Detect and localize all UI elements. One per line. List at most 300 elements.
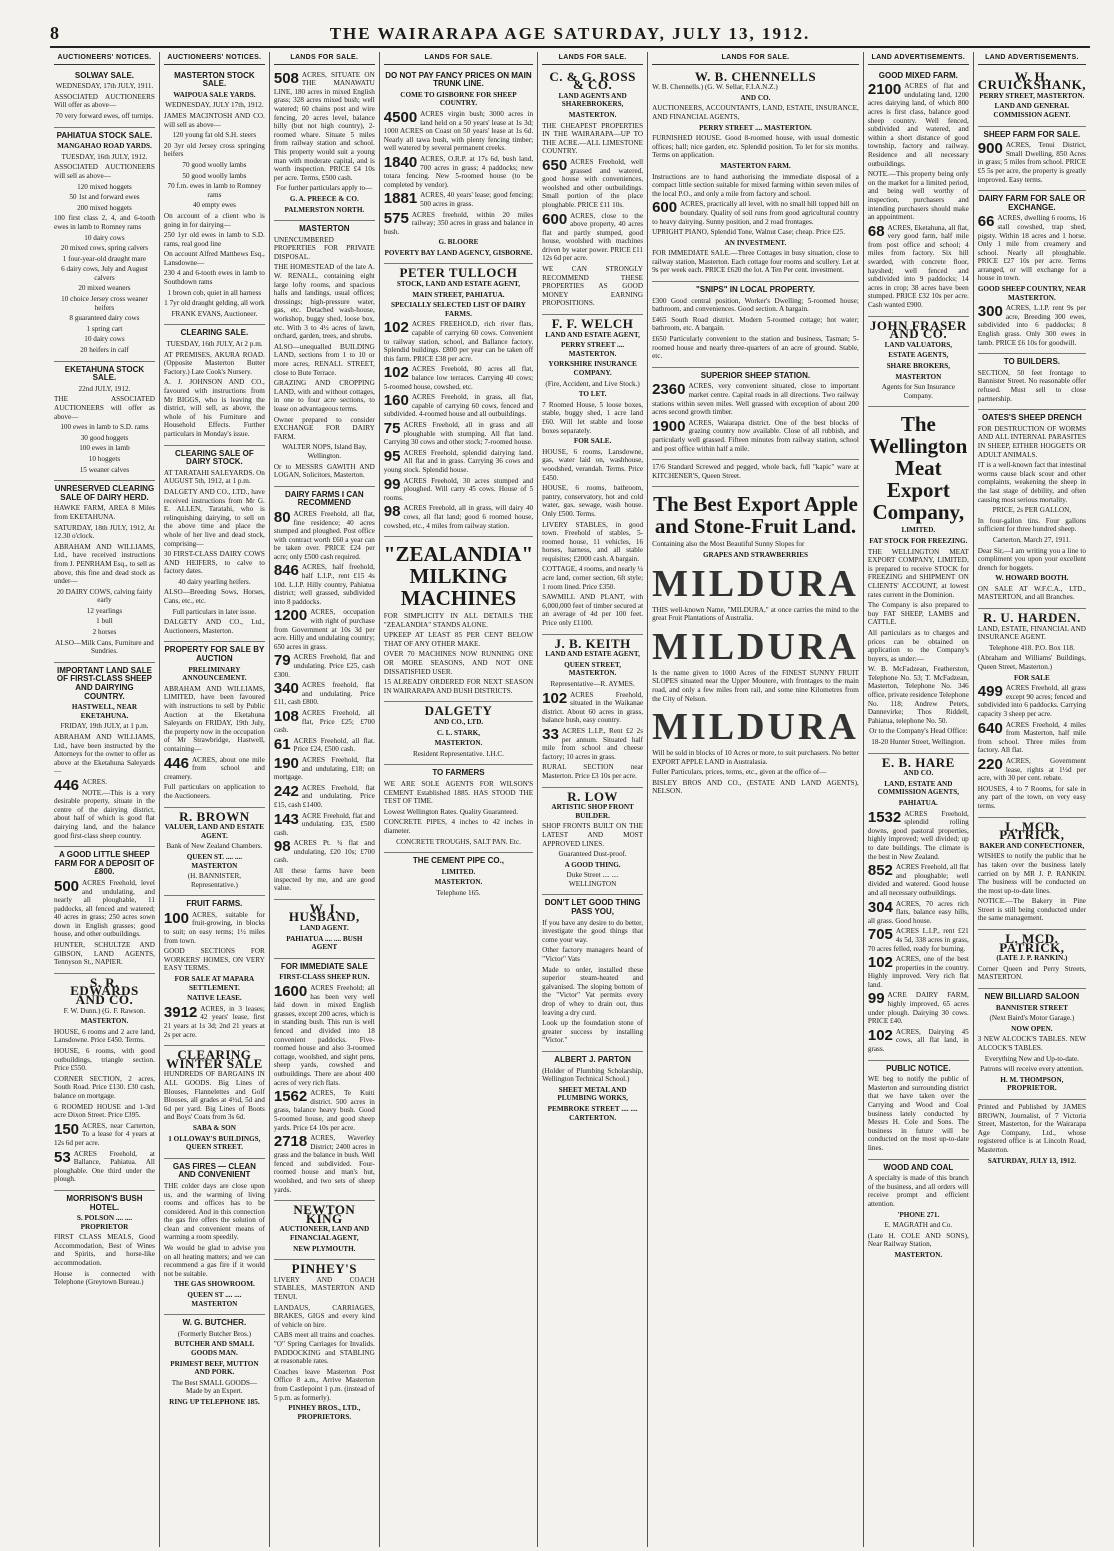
ad-line: FRIDAY, 19th JULY, at 1 p.m.: [60, 722, 149, 731]
ad-heading: EKETAHUNA STOCK SALE.: [64, 364, 145, 383]
ad-heading: "ZEALANDIA" MILKING MACHINES: [383, 542, 534, 611]
ad-line: HOUSE, 6 rooms, bathroom, pantry, conservatory, hot and cold water, gas, sewage, wash house. Only £500. Terms.: [542, 484, 644, 518]
ad-line: PERRY STREET, MASTERTON.: [979, 91, 1085, 100]
ad-line: FRANK EVANS, Auctioneer.: [171, 309, 258, 318]
ad-line: FIRST-CLASS SHEEP RUN.: [279, 973, 370, 982]
ad-line: 3 NEW ALCOCK'S TABLES. NEW ALCOCK'S TABLES.: [977, 1035, 1086, 1052]
ad-heading: PAHIATUA STOCK SALE.: [56, 130, 153, 140]
ad-line: SAWMILL AND PLANT, with 6,000,000 feet of timber secured at an average of 4d per 100 feet. Price only £1100.: [542, 593, 644, 628]
ad-heading: ALBERT J. PARTON: [554, 1054, 631, 1064]
ad-heading: FOR IMMEDIATE SALE: [280, 961, 368, 971]
acreage-figure: 499: [977, 683, 1003, 701]
ad-heading: The Wellington Meat Export Company,: [869, 412, 968, 525]
acreage-figure: 650: [542, 156, 568, 174]
ad-line: For further particulars apply to—: [276, 184, 373, 193]
ad-line: PERRY STREET .... MASTERTON.: [560, 341, 625, 358]
advertisement: [978, 410, 1086, 609]
ad-line: GRAZING AND CROPPING LAND, with and without cottages, in one to four acre sections, to lease on advantageous terms.: [273, 379, 375, 413]
ad-line: 1840 ACRES, O.R.P. at 17s 6d, bush land, 700 acres in grass; 4 paddocks; new totara fencing. New 5-roomed house (to be completed by vendor).: [383, 153, 534, 189]
advertisement: [164, 642, 265, 807]
ad-line: UNENCUMBERED PROPERTIES FOR PRIVATE DISPOSAL.: [273, 235, 375, 261]
acreage-figure: 852: [867, 862, 893, 880]
ad-line: 200 mixed hoggets: [77, 203, 132, 212]
ad-line: 1 7yr old draught gelding, all work: [164, 299, 265, 308]
ad-line: PINHEY BROS., LTD., PROPRIETORS.: [288, 1404, 361, 1421]
ad-line: Telephone 165.: [436, 888, 481, 897]
ad-heading: W. B. CHENNELLS: [694, 68, 817, 84]
ad-line: 499 ACRES Freehold, all grass except 90 acres; fenced and subdivided into 6 paddocks. Carrying capacity 3 sheep per acre.: [977, 683, 1086, 718]
ad-line: 102 ACRES, Dairying 45 cows, all flat land, in grass.: [867, 1026, 969, 1054]
ad-line: LAND VALUATORS,: [884, 340, 952, 349]
acreage-figure: 1562: [273, 1088, 308, 1106]
ad-line: SPECIALLY SELECTED LIST OF DAIRY FARMS.: [390, 301, 526, 318]
advertisement: [54, 663, 155, 847]
ad-line: 30 FIRST-CLASS DAIRY COWS AND HEIFERS, to calve to factory dates.: [163, 550, 265, 576]
ad-line: Coaches leave Masterton Post Office 8 a.m., Arrive Masterton from Castlepoint 1 p.m. (instead of 5 p.m. as formerly).: [273, 1367, 375, 1402]
ad-line: Full particulars on application to the Auctioneers.: [163, 783, 265, 800]
ad-line: All particulars as to charges and prices can be obtained on application to the Company's buyers, as under:—: [867, 628, 969, 663]
advertisement: [652, 68, 859, 282]
ad-line: PRICE, 2s PER GALLON,: [992, 506, 1072, 515]
ad-line: 1 bull: [96, 617, 113, 626]
ad-line: 80 ACRES Freehold, all flat, fine residence; 40 acres stumped and ploughed. Post office with contract worth £60 a year can be taken over. PRICE £24 per acre; only £500 cash required.: [273, 508, 375, 561]
acreage-figure: 98: [273, 838, 291, 856]
ad-line: AUCTIONEERS, ACCOUNTANTS, LAND, ESTATE, INSURANCE, AND FINANCIAL AGENTS,: [652, 104, 859, 121]
ad-line: 100 first class 2, 4, and 6-tooth ewes in lamb to Romney rams: [54, 214, 155, 231]
advertisement: [978, 930, 1086, 989]
acreage-figure: 600: [542, 210, 568, 228]
ad-heading: DO NOT PAY FANCY PRICES ON MAIN TRUNK LINE.: [385, 70, 532, 89]
ad-line: CONCRETE TROUGHS, SALT PAN. Etc.: [396, 837, 521, 846]
ad-line: 8 guaranteed dairy cows: [69, 314, 140, 323]
ad-line: 120 mixed hoggets: [77, 182, 132, 191]
acreage-figure: 33: [542, 725, 559, 743]
ad-line: H. M. THOMPSON, PROPRIETOR.: [1000, 1075, 1064, 1093]
ad-heading: MASTERTON STOCK SALE.: [174, 70, 255, 89]
ad-line: 99 ACRES Freehold, 30 acres stumped and ploughed. Will carry 45 cows. House of 5 rooms.: [383, 475, 534, 502]
ad-line: 10 choice Jersey cross weaner heifers: [61, 295, 148, 312]
ad-line: F. W. Dunn.) (G. F. Rawson.: [63, 1006, 146, 1015]
ad-heading: "SNIPS" IN LOCAL PROPERTY.: [695, 285, 815, 295]
advertisement: [652, 460, 859, 487]
ad-heading: S. R. EDWARDS AND CO.: [70, 974, 139, 1008]
ad-line: C. L. STARK,: [436, 728, 481, 737]
ad-line: 7 Roomed House, 5 loose boxes, stable, buggy shed, 1 acre land £60. Will let stable and loose boxes separately.: [542, 400, 644, 435]
advertisement: [54, 362, 155, 482]
ad-line: Corner Queen and Perry Streets, MASTERTON.: [977, 964, 1086, 982]
ad-heading: R. U. HARDEN.: [982, 610, 1081, 626]
advertisement: [542, 68, 643, 315]
ad-line: Containing also the Most Beautiful Sunny Slopes for: [652, 540, 805, 549]
ad-line: If you have any desire to do better, investigate the good things that come your way.: [542, 918, 644, 944]
ad-line: Look up the foundation stone of greater success by installing "Victor.": [542, 1019, 644, 1045]
ad-line: 1562 ACRES, Te Kuiti district. 500 acres in grass, balance heavy bush. Good 5-roomed house, and good sheep yards. Price £4 10s per acre.: [273, 1088, 375, 1132]
ad-line: WE CAN STRONGLY RECOMMEND THESE PROPERTIES AS GOOD MONEY EARNING PROPOSITIONS.: [542, 265, 644, 308]
ad-line: 900 ACRES, Tenui District, Small Dwelling, 850 Acres in grass; 5 miles from school. PRICE £5 5s per acre, the property is greatly improved. Easy terms.: [977, 140, 1086, 184]
acreage-figure: 2718: [273, 1133, 308, 1151]
ad-line: Other factory managers heard of "Victor" Vats: [542, 946, 644, 964]
ad-line: RING UP TELEPHONE 185.: [169, 1397, 260, 1406]
ad-line: 17/6 Standard Screwed and pegged, whole back, full "kapic" ware at KITCHENER'S, Queen Street.: [652, 463, 859, 480]
advertisement: [274, 221, 375, 487]
ad-line: Bank of New Zealand Chambers.: [166, 842, 263, 851]
masthead: [50, 22, 1090, 48]
ad-line: GOOD SECTIONS FOR WORKERS' HOMES, ON VERY EASY TERMS.: [163, 947, 265, 973]
ad-line: RURAL SECTION near Masterton. Price £3 10s per acre.: [542, 763, 644, 780]
ad-line: ESTATE AGENTS,: [888, 351, 949, 360]
ad-line: MASTERTON FARM.: [720, 161, 791, 170]
advertisement: [542, 635, 643, 788]
acreage-figure: 102: [383, 319, 409, 337]
ad-heading: JOHN FRASER AND CO.: [869, 317, 967, 342]
ad-line: Full particulars in later issue.: [172, 607, 257, 616]
ad-line: 304 ACRES, 70 acres rich flats, balance easy hills, all grass. Good house.: [867, 898, 969, 925]
acreage-figure: 2360: [652, 381, 686, 399]
ad-line: FURNISHED HOUSE. Good 8-roomed house, with usual domestic offices; hall; nice garden, etc. Splendid position. To let for six months. Terms on application.: [652, 134, 859, 160]
ad-line: AT TARATAHI SALEYARDS. On AUGUST 5th, 1912, at 1 p.m.: [163, 468, 265, 486]
advertisement: [868, 68, 969, 317]
ad-line: Instructions are to hand authorising the immediate disposal of a compact little section suitable for mixed farming within seven miles of the local P.O., and only a mile from factory and school.: [652, 172, 859, 198]
ad-line: THE GAS SHOWROOM.: [173, 1280, 255, 1289]
advertisement: [978, 818, 1086, 931]
ad-line: 2100 ACRES of flat and undulating land, 1200 acres dairying land, of which 800 acres is first class, balance good sheep country. Well fenced, subdivided and watered, and within a short distance of good township, factory and railway. Residence and all necessary outbuildings.: [867, 81, 969, 168]
advertisement: [54, 847, 155, 974]
ad-line: 1 spring cart: [86, 324, 123, 333]
ad-line: GOOD SHEEP COUNTRY, NEAR MASTERTON.: [977, 285, 1086, 302]
ad-line: TUESDAY, 16th JULY, 1912.: [61, 152, 148, 161]
ad-line: 100 ACRES, suitable for fruit-growing, in blocks to suit; on easy terms; 1½ miles from town.: [163, 909, 265, 945]
ad-line: AND CO.: [903, 769, 934, 778]
ad-line: 70 f.m. ewes in lamb to Romney rams: [167, 182, 262, 199]
acreage-figure: 600: [652, 199, 678, 217]
ad-line: SATURDAY, 18th JULY, 1912, At 12.30 o'clock.: [54, 523, 155, 541]
ad-line: FOR SALE AT MAPARA SETTLEMENT.: [174, 975, 255, 992]
ad-line: A specialty is made of this branch of the business, and all orders will receive prompt and efficient attention.: [867, 1174, 969, 1208]
acreage-figure: 75: [383, 419, 401, 437]
ad-line: LAND, ESTATE, FINANCIAL AND INSURANCE AGENT.: [977, 624, 1086, 642]
ad-line: WALTER NOPS, Island Bay, Wellington.: [282, 443, 367, 460]
ad-line: (Abraham and Williams' Buildings, Queen Street, Masterton.): [977, 654, 1086, 672]
ad-line: 79 ACRES Freehold, flat and undulating. Price £25, cash £300.: [273, 652, 375, 679]
ad-line: 143 ACRE Freehold, flat and undulating. £35, £500 cash.: [273, 810, 375, 837]
ad-line: 20 mixed cows, spring calvers: [60, 244, 149, 253]
advertisement: [54, 974, 155, 1191]
ad-line: PERRY STREET .... MASTERTON.: [699, 123, 812, 132]
ad-line: 53 ACRES Freehold, at Ballance, Pahiatua. All ploughable. One third under the plough.: [54, 1148, 155, 1184]
ad-line: (Fire, Accident, and Live Stock.): [545, 379, 640, 388]
column-4: [380, 52, 538, 1547]
ad-heading: PINHEY'S: [291, 1261, 358, 1277]
ad-line: On account of a client who is going in for dairying—: [163, 211, 265, 229]
acreage-figure: 66: [977, 213, 995, 231]
acreage-figure: 150: [54, 1120, 80, 1138]
ad-line: 1881 ACRES, 40 years' lease; good fencing; 500 acres in grass.: [383, 190, 534, 208]
ad-line: PALMERSTON NORTH.: [284, 205, 365, 214]
ad-line: PEMBROKE STREET .... .... CARTERTON.: [547, 1104, 638, 1122]
ad-line: BAKER AND CONFECTIONER,: [979, 841, 1085, 850]
ad-line: 66 ACRES, dwelling 6 rooms, 16 stall cowshed, trap shed, pigsty. Within 18 acres and 1 horse. Only 1 mile from creamery and school. Nearly all ploughable. PRICE £27 10s per acre. Terms arranged, or will exchange for a house in town.: [977, 213, 1086, 283]
advertisement: [542, 788, 643, 896]
ad-heading: DAIRY FARM FOR SALE OR EXCHANGE.: [978, 194, 1085, 212]
acreage-figure: 304: [867, 898, 893, 916]
ad-line: 30 good hoggets: [80, 433, 129, 442]
ad-line: 650 ACRES Freehold, well grassed and watered, good house with conveniences, woolshed and other outbuildings. Small portion of the place ploughable. PRICE £11 10s.: [542, 156, 644, 209]
acreage-figure: 143: [273, 810, 299, 828]
ad-line: The Best SMALL GOODS—Made by an Expert.: [171, 1378, 258, 1396]
ad-heading: The Best Export Apple and Stone-Fruit Land.: [653, 492, 858, 539]
ad-line: LAND AND GENERAL COMMISSION AGENT.: [993, 102, 1071, 119]
column-3: [270, 52, 380, 1547]
ad-heading: TO BUILDERS.: [1003, 357, 1061, 367]
ad-line: MASTERTON.: [894, 1250, 943, 1259]
ad-line: 15 weaner calves: [79, 465, 130, 474]
advertisement: [978, 989, 1086, 1100]
ad-heading: OATES'S SHEEP DRENCH: [981, 413, 1082, 423]
ad-line: ARTISTIC SHOP FRONT BUILDER.: [551, 803, 634, 820]
newspaper-columns: [50, 52, 1090, 1547]
ad-line: G. BLOORE: [438, 238, 479, 247]
advertisement: [384, 537, 533, 702]
acreage-figure: 500: [54, 877, 80, 895]
ad-line: THE colder days are close upon us, and the warming of living rooms and offices has to be considered. And in this connection the gas fire offers the solution of clean and convenient means of warming a room speedily.: [163, 1181, 265, 1242]
ad-line: ABRAHAM AND WILLIAMS, LIMITED, have been favoured with instructions to sell by Public Auction at the Eketahuna Saleyards on FRIDAY, 19th July, the property now in the occupation of Mr Strawbridge, Hastwell, containing—: [163, 684, 265, 753]
ad-line: MILDURA: [652, 625, 859, 668]
acreage-figure: 640: [977, 719, 1003, 737]
ad-line: ABRAHAM AND WILLIAMS, Ltd., have been instructed by the Attorneys for the owner to offer as above at the Eketahuna Saleyards—: [54, 733, 155, 776]
ad-line: 6 ROOMED HOUSE and 1-3rd acre Dixon Street. Price £395.: [54, 1102, 155, 1120]
advertisement: [54, 68, 155, 128]
ad-line: QUEEN STREET, MASTERTON.: [564, 660, 622, 678]
ad-line: IT is a well-known fact that intestinal worms cause black scour and other complaints, weakening the sheep in the last stage of debility, and often causing most serious mortality.: [977, 461, 1086, 504]
ad-line: DALGETY AND CO., Ltd., Auctioneers, Masterton.: [163, 618, 265, 635]
advertisement: [868, 317, 969, 408]
acreage-figure: 61: [273, 735, 291, 753]
ad-line: 15 ALREADY ORDERED FOR NEXT SEASON IN WAIRARAPA AND BUSH DISTRICTS.: [383, 678, 534, 695]
advertisement: [868, 407, 969, 753]
ad-line: 150 ACRES, near Carterton, To a lease for 4 years at 12s 6d per acre.: [54, 1120, 155, 1147]
ad-line: VALUER, LAND AND ESTATE AGENT.: [164, 823, 265, 840]
column-7: [864, 52, 974, 1547]
ad-line: DALGETY AND CO., LTD., have received instructions from Mr G. E. ALLEN, Taratahi, who is relinquishing dairying, to sell on the above time and place the whole of her live and dead stock, comprising—: [163, 487, 265, 548]
ad-line: Will be sold in blocks of 10 Acres or more, to suit purchasers. No better EXPORT APPLE LAND in Australasia.: [652, 749, 859, 766]
ad-line: 75 ACRES Freehold, all in grass and all ploughable with stumping. All flat land. Carrying 30 cows and other stock; 7-roomed house.: [383, 419, 534, 447]
ad-line: Guaranteed Dust-proof.: [558, 850, 627, 859]
column-header: LANDS FOR SALE.: [542, 54, 643, 65]
ad-line: NOTICE.—The Bakery in Pine Street is still being conducted under the same management.: [977, 897, 1086, 923]
acreage-figure: 3912: [163, 1003, 198, 1021]
acreage-figure: 108: [273, 707, 299, 725]
advertisement: [274, 487, 375, 900]
acreage-figure: 1900: [652, 417, 686, 435]
ad-heading: CLEARING WINTER SALE: [165, 1047, 263, 1071]
ad-line: FOR SIMPLICITY IN ALL DETAILS THE "ZEALANDIA" STANDS ALONE.: [383, 612, 534, 629]
ad-line: HUNTER, SCHULTZE AND GIBSON, LAND AGENTS, Tennyson St., NAPIER.: [54, 941, 155, 967]
ad-line: 340 ACRES freehold, flat and undulating. Price £11, cash £800.: [273, 680, 375, 707]
advertisement: [978, 1100, 1086, 1171]
advertisement: [164, 1046, 265, 1159]
ad-line: 508 ACRES, SITUATE ON THE MANAWATU LINE, 180 acres in mixed English grass; 328 acres mixed bush; well watered; 60 chains post and wire fencing, 20 acres level, balance hilly (but not high country), 2-roomed whare. Situate 5 miles from railway station and school. This property would suit a young man with moderate capital, and is worth inspection. PRICE £4 10s per acre. Terms, £500 cash.: [273, 69, 375, 182]
ad-line: 'PHONE 271.: [897, 1210, 940, 1219]
advertisement: [164, 68, 265, 326]
ad-line: WE ARE SOLE AGENTS FOR WILSON'S CEMENT Established 1885. HAS STOOD THE TEST OF TIME.: [383, 780, 534, 806]
acreage-figure: 300: [977, 303, 1003, 321]
ad-line: MANGAHAO ROAD YARDS.: [57, 142, 152, 151]
acreage-figure: 102: [867, 1026, 893, 1044]
advertisement: [868, 1061, 969, 1160]
ad-heading: W. I. HUSBAND,: [288, 900, 360, 925]
ad-line: FIRST CLASS MEALS, Good Accommodation, Best of Wines and Spirits, and horse-like accommodation.: [54, 1233, 155, 1268]
ad-line: YORKSHIRE INSURANCE COMPANY.: [548, 360, 637, 377]
ad-heading: MASTERTON: [299, 224, 350, 234]
column-6: [648, 52, 864, 1547]
ad-line: We would be glad to advise you on all heating matters; and we can recommend a gas fire if it would not be suitable.: [163, 1244, 265, 1278]
ad-line: 250 1yr old ewes in lamb to S.D. rams, real good line: [163, 231, 265, 248]
ad-line: 242 ACRES Freehold, flat and undulating. Price £15, cash £1400.: [273, 782, 375, 809]
ad-line: NATIVE LEASE.: [187, 994, 242, 1003]
ad-line: LAND AGENT.: [300, 924, 349, 933]
ad-line: 500 ACRES Freehold, level and undulating, and nearly all ploughable, 11 paddocks, all fenced and watered; 40 acres in grass; 250 acres sown down in English grasses; good house, and other outbuildings.: [54, 877, 155, 939]
ad-line: 70 very forward ewes, off turnips.: [55, 111, 154, 120]
ad-line: GRAPES AND STRAWBERRIES: [702, 550, 808, 559]
advertisement: [978, 68, 1086, 127]
ad-line: SHEET METAL AND PLUMBING WORKS,: [557, 1085, 628, 1103]
ad-heading: L. MCD. PATRICK,: [999, 818, 1065, 843]
ad-line: (LATE J. P. RANKIN.): [996, 954, 1068, 963]
ad-line: SHARE BROKERS,: [886, 362, 951, 370]
acreage-figure: 102: [867, 954, 893, 972]
acreage-figure: 79: [273, 652, 291, 670]
ad-line: HUNDREDS OF BARGAINS IN ALL GOODS. Big Lines of Blouses, Flannelettes and Golf Blouses, all grades at 4½d, 5d and 6d per yard. Big Lines of Boots and Boys' Coats from 3s 6d.: [163, 1070, 265, 1122]
ad-line: 1900 ACRES, Waiarapa district. One of the best blocks of grazing country now available. Close of all rubbish, and particularly well grassed. Fifteen minutes from railway station, school and post office within half a mile.: [652, 417, 859, 453]
ad-line: 95 ACRES Freehold, splendid dairying land. All flat and in grass. Carrying 36 cows and young stock. Splendid house.: [383, 447, 534, 474]
ad-line: Made to order, installed these superior steam-heated and galvanised. The sloping bottom of the "Victor" Vat permits every drop of whey to drain out, thus leaving a dry curd.: [542, 965, 644, 1017]
ad-line: 220 ACRES, Government lease, rights at 1½d per acre, with 30 per cent. rebate.: [977, 755, 1086, 783]
ad-line: 2 horses: [92, 628, 117, 637]
advertisement: [384, 702, 533, 765]
ad-line: House is connected with Telephone (Greytown Bureau.): [54, 1269, 155, 1287]
ad-line: 846 ACRES, half freehold, half L.I.P., rent £15 4s 10d. L.I.P. Hilly country, Pahiatua district; well grassed, subdivided into 8 paddocks.: [273, 562, 375, 606]
ad-line: 100 ewes in lamb to S.D. rams: [60, 423, 149, 432]
ad-heading: C. & G. ROSS & CO.: [549, 68, 636, 93]
ad-heading: SOLWAY SALE.: [74, 70, 135, 80]
ad-heading: NEWTON KING: [293, 1202, 356, 1226]
ad-line: NOTE.—This is a very desirable property, situate in the centre of the dairying district, about half of which is good flat dairying land, and the balance good first-class sheep country.: [54, 788, 155, 840]
ad-line: 98 ACRES Freehold, all in grass, will dairy 40 cows, all flat land; good 6 roomed house, cowshed, etc., 4 miles from railway station.: [383, 503, 534, 530]
ad-heading: W. G. BUTCHER.: [182, 1318, 247, 1328]
ad-line: HOUSE, 6 rooms, with good outbuildings, triangle section. Price £550.: [54, 1047, 155, 1073]
acreage-figure: 1600: [273, 983, 308, 1000]
acreage-figure: 1881: [383, 190, 418, 208]
acreage-figure: 242: [273, 782, 299, 800]
ad-line: PAHIATUA .... .... BUSH AGENT: [286, 934, 363, 952]
ad-line: SABA & SON: [192, 1123, 236, 1132]
ad-line: W. B. McFadzean, Featherston, Telephone No. 53; T. McFadzean, Masterton, Telephone No. 346 office, private residence Telephone No. 118; Andrew Peters, Dannevirke; Thos Riddell, Pahiatua, telephone No. 50.: [867, 665, 969, 725]
ad-heading: F. F. WELCH: [551, 316, 634, 332]
ad-line: Or to MESSRS GAWITH AND LOGAN, Solicitors, Masterton.: [273, 462, 375, 480]
ad-line: 20 mixed weaners: [78, 284, 131, 293]
ad-line: FOR IMMEDIATE SALE.—Three Cottages in busy situation, close to railway station, Masterton. Each cottage four rooms and scullery. Let at 9s per week each. PRICE £620 the lot. A Ten Per cent. investment.: [652, 249, 859, 275]
acreage-figure: 100: [163, 909, 189, 927]
ad-line: LAND AND ESTATE AGENT,: [545, 650, 640, 659]
ad-line: 68 ACRES, Eketahuna, all flat, very good farm, half mile from post office and school; 4 miles from factory. Six hill swarded, with concrete floor, hayshed; well fenced and subdivided into 9 paddocks; 14 acres in crop; 38 acres have been stumped. PRICE £32 10s per acre. Cash wanted £900.: [867, 222, 969, 310]
advertisement: [384, 68, 533, 265]
ad-line: AND CO.: [740, 93, 771, 102]
ad-line: 446 ACRES.: [54, 776, 107, 794]
acreage-figure: 220: [977, 755, 1003, 773]
ad-line: BISLEY BROS AND CO., (ESTATE AND LAND AGENTS), NELSON.: [652, 778, 859, 796]
advertisement: [542, 1052, 643, 1128]
ad-line: ON SALE AT W.F.C.A., LTD., MASTERTON, and all Branches.: [977, 584, 1086, 602]
acreage-figure: 190: [273, 754, 299, 772]
column-8: [974, 52, 1090, 1547]
ad-line: AND CO., LTD.: [433, 718, 484, 727]
advertisement: [54, 1191, 155, 1293]
ad-heading: WOOD AND COAL: [883, 1162, 954, 1172]
acreage-figure: 705: [867, 926, 893, 944]
advertisement: [274, 900, 375, 959]
advertisement: [164, 896, 265, 1046]
acreage-figure: 446: [163, 754, 189, 772]
ad-line: WAIPOUA SALE YARDS.: [173, 90, 256, 99]
advertisement: [164, 446, 265, 643]
ad-heading: R. LOW: [567, 788, 618, 804]
ad-line: 12 yearlings: [86, 606, 123, 615]
ad-line: 10 dairy cows: [84, 233, 125, 242]
ad-line: OVER 70 MACHINES NOW RUNNING ONE OR MORE SEASONS, AND NOT ONE DISSATISFIED USER.: [383, 650, 534, 676]
advertisement: [384, 765, 533, 853]
ad-line: PAHIATUA.: [898, 799, 938, 807]
advertisement: [978, 191, 1086, 354]
ad-line: HASTWELL, NEAR EKETAHUNA.: [71, 703, 138, 720]
acreage-figure: 98: [383, 503, 401, 521]
ad-line: 2718 ACRES, Waverley District; 2400 acres in grass and the balance in bush. Well fenced and subdivided. Four-roomed house and man's hut, woolshed, and two sets of sheep yards.: [273, 1133, 375, 1194]
acreage-figure: 53: [54, 1148, 71, 1166]
ad-line: Agents for Sun Insurance Company.: [881, 383, 955, 400]
acreage-figure: 102: [383, 364, 409, 382]
ad-line: UPKEEP AT LEAST 85 PER CENT BELOW THAT OF ANY OTHER MAKE.: [383, 631, 534, 648]
ad-line: 20 DAIRY COWS, calving fairly early: [56, 587, 153, 605]
ad-line: MASTERTON.: [434, 878, 483, 887]
ad-line: TUESDAY, 16th JULY, At 2 p.m.: [166, 340, 263, 349]
ad-line: CORNER SECTION, 2 acres, South Road. Price £130. £30 cash, balance on mortgage.: [54, 1074, 155, 1100]
newspaper-title: THE WAIRARAPA AGE SATURDAY, JULY 13, 1912.: [329, 24, 811, 43]
advertisement: [652, 282, 859, 368]
ad-line: 20 heifers in calf: [80, 346, 129, 355]
ad-line: MASTERTON.: [80, 1017, 129, 1026]
acreage-figure: 95: [383, 447, 401, 465]
acreage-figure: 846: [273, 562, 299, 580]
advertisement: [54, 128, 155, 362]
ad-line: TO LET.: [578, 390, 607, 399]
ad-line: 1532 ACRES Freehold, splendid rolling downs, good pastoral properties, highly improved; well divided; up to date buildings. The climate is the best in New Zealand.: [867, 808, 969, 861]
ad-line: LAND AND ESTATE AGENT,: [545, 330, 640, 339]
ad-line: 102 ACRES Freehold, 80 acres all flat, balance low terraces. Carrying 40 cows; 5-roomed house, cowshed, etc.: [383, 364, 534, 391]
ad-line: Patrons will receive every attention.: [980, 1065, 1084, 1074]
ad-line: 100 ewes in lamb: [79, 444, 130, 453]
ad-line: MASTERTON.: [568, 110, 617, 119]
ad-line: 40 empty ewes: [192, 201, 236, 210]
ad-line: 1 OLLOWAY'S BUILDINGS, QUEEN STREET.: [168, 1134, 261, 1152]
ad-line: 22nd JULY, 1912.: [78, 384, 131, 393]
advertisement: [978, 127, 1086, 192]
acreage-figure: 80: [273, 508, 291, 526]
ad-line: BUTCHER AND SMALL GOODS MAN.: [174, 1340, 255, 1357]
ad-line: Duke Street .... .... WELLINGTON: [566, 871, 619, 888]
ad-line: 10 hoggets: [88, 454, 121, 463]
ad-heading: IMPORTANT LAND SALE OF FIRST-CLASS SHEEP AND DAIRYING COUNTRY.: [56, 665, 153, 701]
acreage-figure: 575: [383, 209, 409, 227]
ad-line: S. POLSON .... .... PROPRIETOR: [76, 1214, 133, 1231]
